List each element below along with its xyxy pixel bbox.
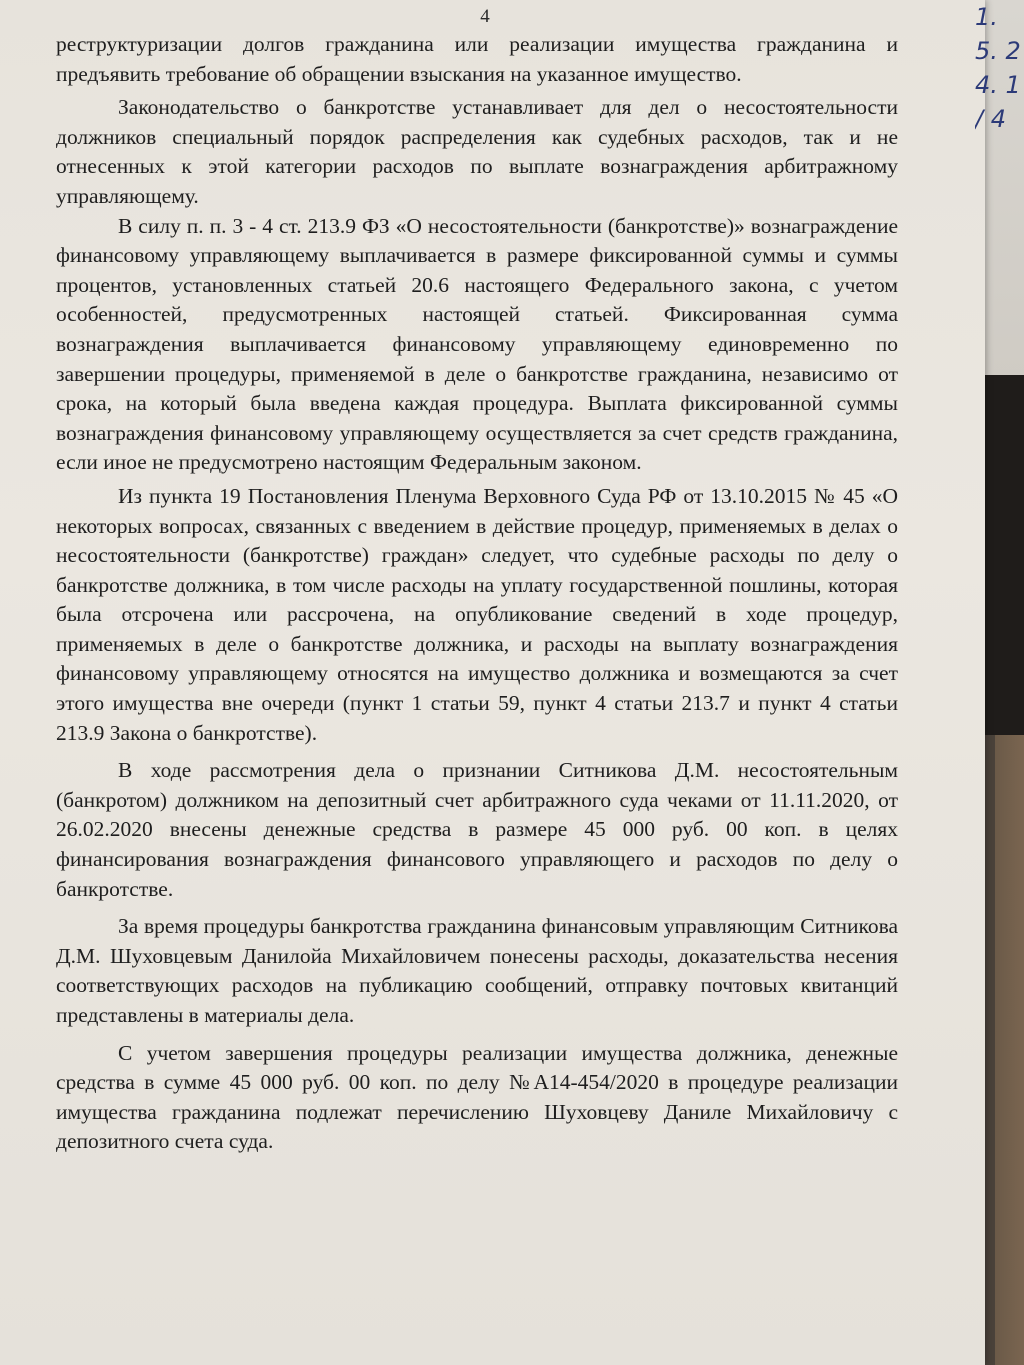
page-number: 4 [480, 6, 490, 27]
margin-note: / 4 [975, 105, 1006, 133]
paragraph-6: За время процедуры банкротства гражданина финансовым управляющим Ситникова Д.М. Шуховцевым Данилойа Михайловичем понесены расходы, доказательства несения соответствующих расходов на публикацию сообщений, отправку почтовых квитанций представлены в материалы дела. [56, 914, 898, 1027]
handwritten-margin-notes [975, 0, 1024, 150]
background-wooden-surface [995, 735, 1024, 1365]
paragraph-2: Законодательство о банкротстве устанавливает для дел о несостоятельности должников специальный порядок распределения как судебных расходов, так и не отнесенных к этой категории расходов по выплате вознаграждения арбитражному управляющему. [56, 95, 898, 208]
paragraph-3: В силу п. п. 3 - 4 ст. 213.9 ФЗ «О несостоятельности (банкротстве)» вознаграждение финансовому управляющему выплачивается в размере фиксированной суммы и суммы процентов, установленных статьей 20.6 настоящего Федерального закона, с учетом особенностей, предусмотренных настоящей статьей. Фиксированная сумма вознаграждения выплачивается финансовому управляющему единовременно по завершении процедуры, применяемой в деле о банкротстве гражданина, независимо от срока, на который была введена каждая процедура. Выплата фиксированной суммы вознаграждения финансовому управляющему осуществляется за счет средств гражданина, если иное не предусмотрено настоящим Федеральным законом. [56, 213, 898, 475]
paragraph-4: Из пункта 19 Постановления Пленума Верховного Суда РФ от 13.10.2015 № 45 «О некоторых вопросах, связанных с введением в действие процедур, применяемых в делах о несостоятельности (банкротстве) граждан» следует, что судебные расходы по делу о банкротстве должника, в том числе расходы на уплату государственной пошлины, которая была отсрочена или рассрочена, на опубликование сведений в ходе процедур, применяемых в деле о банкротстве должника, и расходы на выплату вознаграждения финансовому управляющему относятся на имущество должника и возмещаются за счет этого имущества вне очереди (пункт 1 статьи 59, пункт 4 статьи 213.7 и пункт 4 статьи 213.9 Закона о банкротстве). [56, 483, 898, 745]
background-dark-object [985, 375, 1024, 735]
document-body [56, 30, 898, 1157]
margin-note: 5. 2 [975, 37, 1021, 65]
paragraph-5: В ходе рассмотрения дела о признании Ситникова Д.М. несостоятельным (банкротом) должником на депозитный счет арбитражного суда чеками от 11.11.2020, от 26.02.2020 внесены денежные средства в размере 45 000 руб. 00 коп. в целях финансирования вознаграждения финансового управляющего и расходов по делу о банкротстве. [56, 758, 898, 901]
margin-note: 4. 1 [975, 71, 1021, 99]
paragraph-7: С учетом завершения процедуры реализации имущества должника, денежные средства в сумме 45 000 руб. 00 коп. по делу №А14-454/2020 в процедуре реализации имущества гражданина подлежат перечислению Шуховцеву Даниле Михайловичу с депозитного счета суда. [56, 1040, 898, 1154]
paragraph-1: реструктуризации долгов гражданина или реализации имущества гражданина и предъявить требование об обращении взыскания на указанное имущество. [56, 32, 898, 86]
margin-note: 1. [975, 3, 998, 31]
